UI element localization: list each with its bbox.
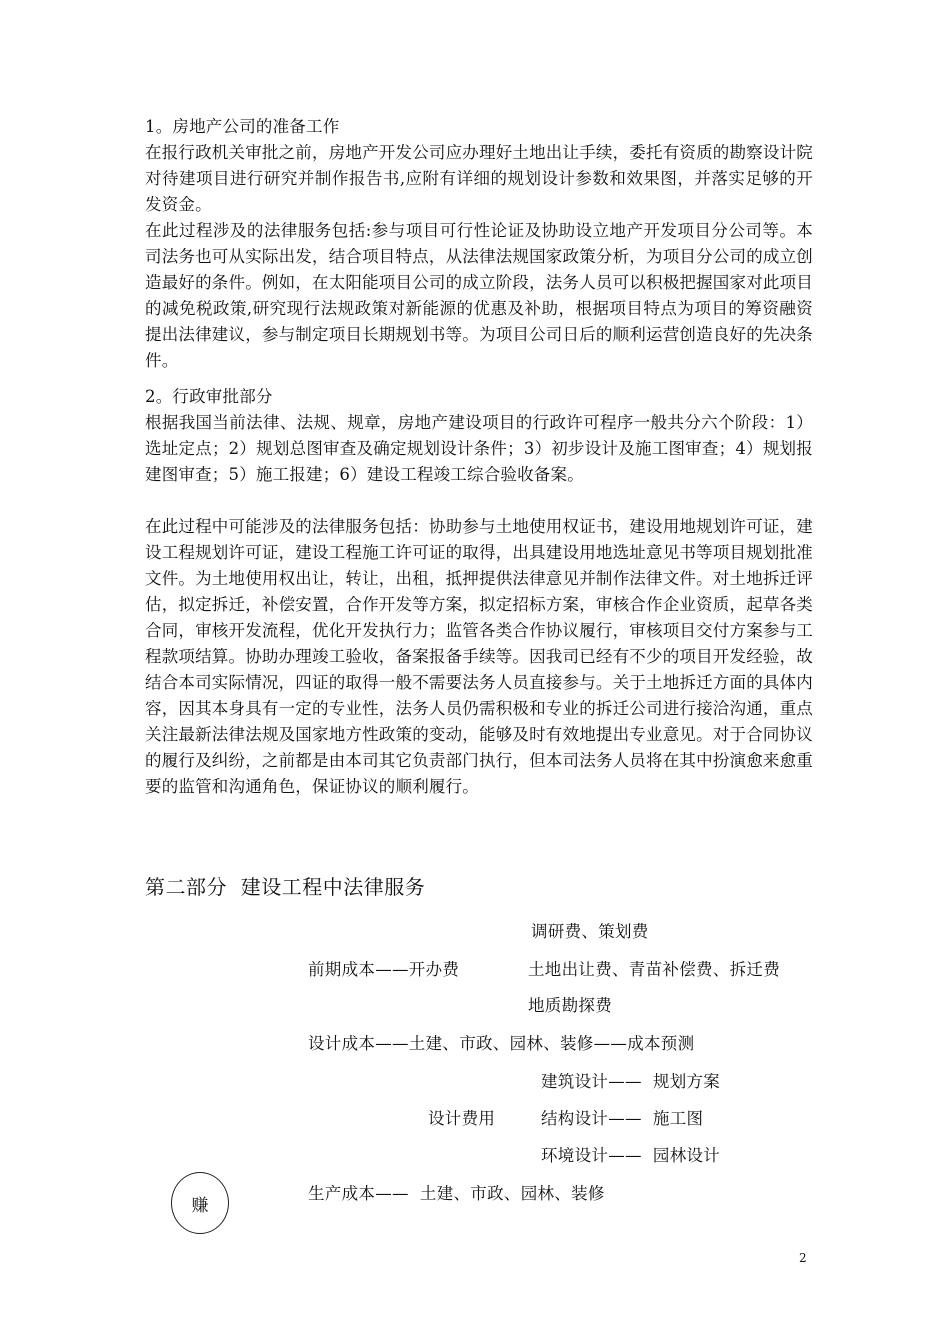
paragraph-gap <box>145 488 813 514</box>
section-2 <box>145 384 813 800</box>
part-2-title: 第二部分 建设工程中法律服务 <box>145 875 426 899</box>
research-fee-label: 调研费、策划费 <box>531 922 649 941</box>
design-fee-label: 设计费用 <box>428 1109 496 1128</box>
section-2-paragraph-1: 根据我国当前法律、法规、规章，房地产建设项目的行政许可程序一般共分六个阶段：1）选址定点；2）规划总图审查及确定规划设计条件；3）初步设计及施工图审查；4）规划报建图审查；5）施工报建；6）建设工程竣工综合验收备案。 <box>145 413 813 484</box>
page-number: 2 <box>799 1251 807 1265</box>
circled-character-text: 赚 <box>191 1195 209 1216</box>
architecture-design-label: 建筑设计—— 规划方案 <box>541 1072 721 1091</box>
structure-design-label: 结构设计—— 施工图 <box>541 1109 704 1128</box>
environment-design-label: 环境设计—— 园林设计 <box>541 1146 721 1165</box>
early-cost-label: 前期成本——开办费 <box>308 960 460 979</box>
section-2-paragraph-2: 在此过程中可能涉及的法律服务包括：协助参与土地使用权证书，建设用地规划许可证，建设工程规划许可证，建设工程施工许可证的取得，出具建设用地选址意见书等项目规划批准文件。为土地使用权出让，转让，出租，抵押提供法律意见并制作法律文件。对土地拆迁评估，拟定拆迁，补偿安置，合作开发等方案，拟定招标方案，审核合作企业资质，起草各类合同，审核开发流程，优化开发执行力；监管各类合作协议履行，审核项目交付方案参与工程款项结算。协助办理竣工验收，备案报备手续等。因我司已经有不少的项目开发经验，故结合本司实际情况，四证的取得一般不需要法务人员直接参与。关于土地拆迁方面的具体内容，因其本身具有一定的专业性，法务人员仍需积极和专业的拆迁公司进行接洽沟通，重点关注最新法律法规及国家地方性政策的变动，能够及时有效地提出专业意见。对于合同协议的履行及纠纷，之前都是由本司其它负责部门执行，但本司法务人员将在其中扮演愈来愈重要的监管和沟通角色，保证协议的顺利履行。 <box>145 517 813 796</box>
production-cost-label: 生产成本—— 土建、市政、园林、装修 <box>308 1184 605 1203</box>
circled-character <box>171 1172 229 1234</box>
survey-fee-label: 地质勘探费 <box>528 996 612 1015</box>
land-fee-label: 土地出让费、青苗补偿费、拆迁费 <box>528 960 780 979</box>
design-cost-label: 设计成本——土建、市政、园林、装修——成本预测 <box>308 1034 695 1053</box>
section-1-heading: 1。房地产公司的准备工作 <box>145 117 340 136</box>
section-1-paragraph-1: 在报行政机关审批之前，房地产开发公司应办理好土地出让手续，委托有资质的勘察设计院对待建项目进行研究并制作报告书,应附有详细的规划设计参数和效果图，并落实足够的开发资金。 <box>145 143 813 214</box>
section-2-heading: 2。行政审批部分 <box>145 387 273 406</box>
section-1 <box>145 114 813 374</box>
section-1-paragraph-2: 在此过程涉及的法律服务包括:参与项目可行性论证及协助设立地产开发项目分公司等。本司法务也可从实际出发，结合项目特点，从法律法规国家政策分析，为项目分公司的成立创造最好的条件。例如，在太阳能项目公司的成立阶段，法务人员可以积极把握国家对此项目的减免税政策,研究现行法规政策对新能源的优惠及补助，根据项目特点为项目的筹资融资提出法律建议，参与制定项目长期规划书等。为项目公司日后的顺利运营创造良好的先决条件。 <box>145 221 813 370</box>
